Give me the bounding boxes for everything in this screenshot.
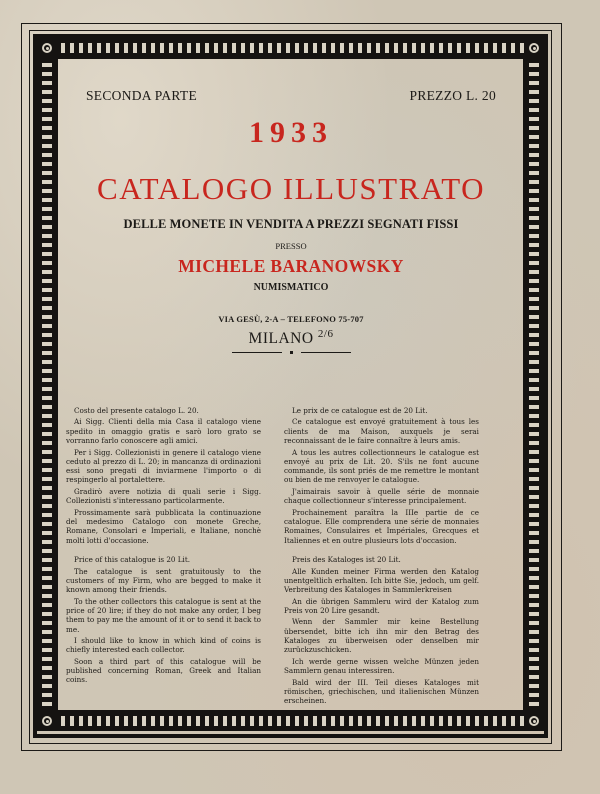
german-paragraph: Preis des Kataloges ist 20 Lit. [292,555,401,565]
french-paragraph: Prochainement paraîtra la IIIe partie de ce catalogue. Elle comprendera une série de monnaies Romaines, Consulaires et Impériales, Grecques et Italiennes et en outre plusieurs lots d'occasion. [284,507,479,545]
english-paragraph: I should like to know in which kind of coins is chiefly interested each collector. [66,636,261,655]
presso-label: PRESSO [275,241,307,251]
rule-line [232,352,282,353]
italian-paragraph: Gradirò avere notizia di quali serie i Sigg. Collezionisti s'interessano particolarmente. [66,486,261,506]
german-paragraph: An die übrigen Sammleru wird der Katalog zum Preis von 20 Lire gesandt. [284,596,479,615]
english-paragraph: To the other collectors this catalogue is sent at the price of 20 lire; if they do not make any order, I beg them to pay me the amount of it or to send it back to me. [66,596,261,634]
cover-content [60,60,522,710]
ornamental-border-top [37,38,544,58]
french-paragraph: J'aimairais savoir à quelle série de monnaie chaque collectionneur s'interesse principalement. [284,486,479,506]
italian-paragraph: Ai Sigg. Clienti della mia Casa il catalogo viene spedito in omaggio gratis e sarò loro grato se vorranno farlo conoscere agli amici. [66,417,261,446]
french-paragraph: Ce catalogue est envoyé gratuitement à tous les clients de ma Maison, auxquels je serai reconnaissant de le faire connaître à leurs amis. [284,417,479,446]
dealer-role: NUMISMATICO [253,282,329,293]
german-paragraph: Wenn der Sammler mir keine Bestellung übersendet, bitte ich ihn mir den Betrag des Kataloges zu überweisen oder denselben mir zurückzuschicken. [284,617,479,655]
english-paragraph: Price of this catalogue is 20 Lit. [74,555,191,565]
english-paragraph: The catalogue is sent gratuitously to the customers of my Firm, who are begged to make it known among their friends. [66,566,261,595]
dealer-name: MICHELE BARANOWSKY [178,256,404,276]
price-label: PREZZO L. 20 [409,88,496,103]
english-paragraph: Soon a third part of this catalogue will be published concerning Roman, Greek and Italian coins. [66,656,261,685]
ornamental-border-bottom [37,711,544,731]
ornamental-rule [60,351,522,354]
city-line [60,328,522,348]
italian-paragraph: Prossimamente sarà pubblicata la continuazione del medesimo Catalogo con monete Greche, Romane, Consolari e Imperiali, e Italiane, nonchè molti lotti d'occasione. [66,507,261,545]
french-paragraph: Le prix de ce catalogue est de 20 Lit. [292,406,428,415]
address: VIA GESÙ, 2-A – TELEFONO 75-707 [218,314,364,324]
city-issue: 2/6 [317,328,334,340]
german-paragraph: Alle Kunden meiner Firma werden den Katalog unentgeltlich erhalten. Ich bitte Sie, jedoch, um gelf. Verbreitung des Kataloges in Sammlerkreisen [284,566,479,595]
italian-paragraph: Per i Sigg. Collezionisti in genere il catalogo viene ceduto al prezzo di L. 20; in mancanza di ordinazioni essi sono pregati di inviarmene l'importo o di respingerlo al portalettere. [66,447,261,485]
text-column-right [284,406,479,708]
french-paragraph: A tous les autres collectionneurs le catalogue est envoyé au prix de Lit. 20. S'ils ne font aucune commande, ils sont priés de me remettre le montant ou bien de me renvoyer le catalogue. [284,447,479,485]
corner-rosette-icon [37,38,57,58]
rule-dot-icon [290,351,293,354]
city: MILANO [248,330,314,348]
corner-rosette-icon [524,38,544,58]
corner-rosette-icon [524,711,544,731]
italian-paragraph: Costo del presente catalogo L. 20. [74,406,199,415]
catalog-title: CATALOGO ILLUSTRATO [97,171,485,206]
ornamental-border-right [524,38,544,731]
catalog-subtitle: DELLE MONETE IN VENDITA A PREZZI SEGNATI FISSI [123,217,459,231]
ornamental-border-left [37,38,57,731]
header-row [86,88,496,104]
rule-line [301,352,351,353]
corner-rosette-icon [37,711,57,731]
german-paragraph: Bald wird der III. Teil dieses Kataloges mit römischen, griechischen, und italienischen Münzen erscheinen. [284,677,479,706]
text-column-left [66,406,261,687]
german-paragraph: Ich werde gerne wissen welche Münzen jeden Sammlern genau interessiren. [284,656,479,676]
year: 1933 [249,116,333,149]
part-label: SECONDA PARTE [86,88,197,103]
